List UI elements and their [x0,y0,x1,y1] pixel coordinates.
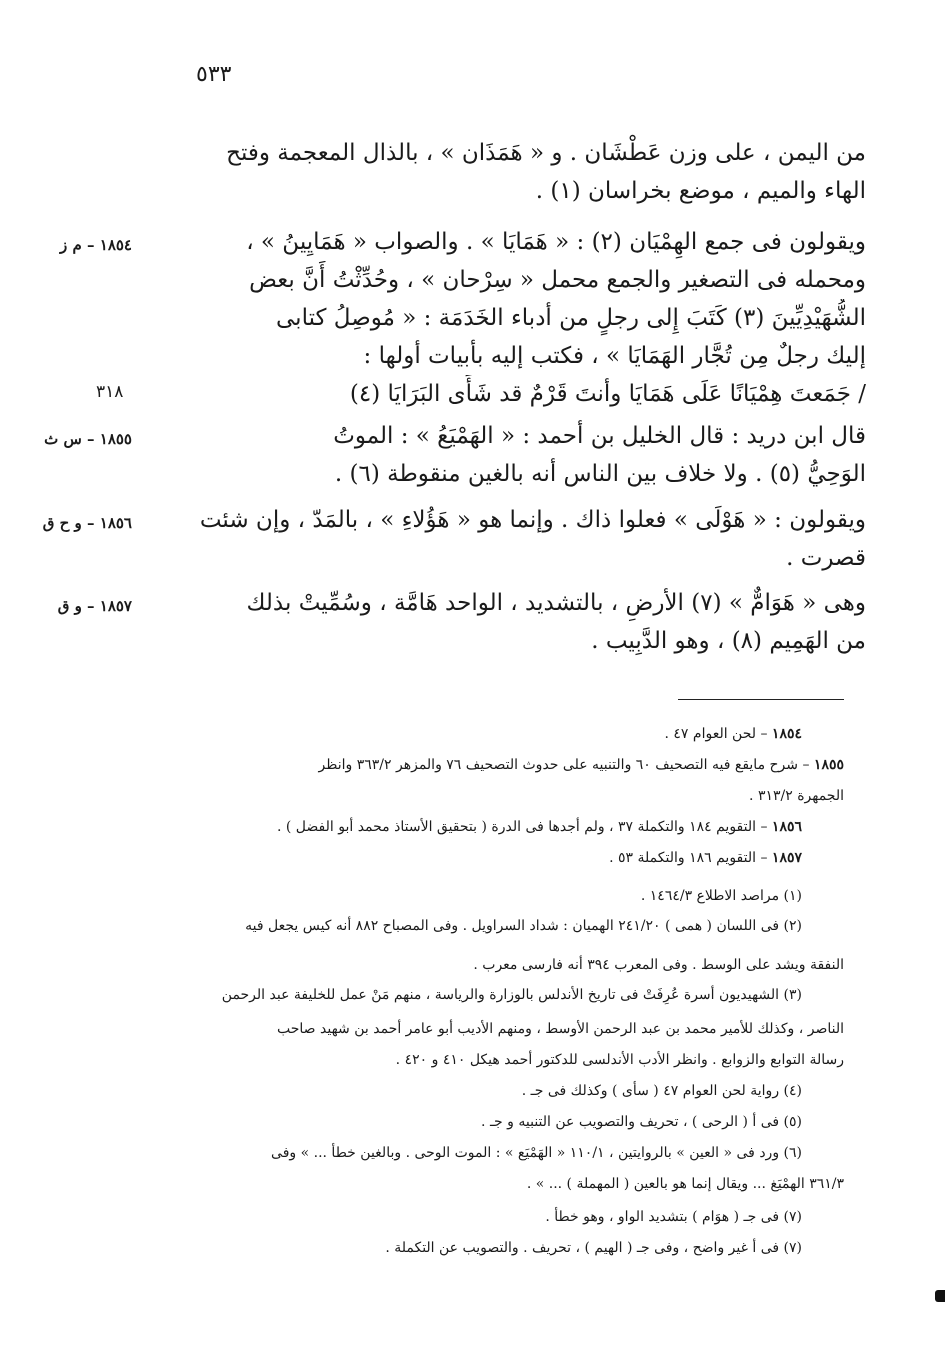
poem-verse: / جَمَعتَ هِمْيَانًا عَلَى هَمَايَا وأنتَ قَرْمٌ قد شَأَى البَرَايَا (٤) [349,381,866,407]
footnote-continuation: النفقة ويشد على الوسط . وفى المعرب ٣٩٤ أنه فارسى معرب . [473,957,844,973]
footnote: (٧) فى أ غير واضح ، وفى جـ ( الهيم ) ، تحريف . والتصويب عن التكملة . [385,1240,802,1256]
footnote: (٢) فى اللسان ( همى ) ٢٤١/٢٠ الهميان : شداد السراويل . وفى المصباح ٨٨٢ أنه كيس يجعل فيه [245,918,802,934]
body-line: الهاء والميم ، موضع بخراسان (١) . [535,178,866,204]
entry-marker [44,430,132,448]
body-line: قصرت . [786,545,866,571]
footnote: (٣) الشهيديون أسرة عُرِفَتْ فى تاريخ الأندلس بالوزارة والرياسة ، منهم مَنْ عمل للخليفة عبد الرحمن [221,987,802,1003]
body-line: ومحمله فى التصغير والجمع محمل « سِرْحان » ، وحُدِّثْتُ أَنَّ بعض [249,267,866,293]
page-number: ٥٣٣ [196,62,232,87]
footnote: (٦) ورد فى « العين » بالروايتين ، ١١٠/١ « الهَمْيَع » : الموت الوحى . وبالغين خطأ ... » وفى [271,1145,802,1161]
source-number: ١٨٥٦ [771,819,802,835]
entry-marker [58,597,132,615]
source-number: ١٨٥٥ [813,757,844,773]
footnote-continuation: ٣٦١/٣ الهمْيَغ ... ويقال إنما هو بالعين ( المهملة ) ... » . [526,1176,844,1192]
body-line: ويقولون : « هَوْلَى » فعلوا ذاك . وإنما هو « هَؤُلاءِ » ، بالمَدّ ، وإن شئت [199,507,866,533]
entry-marker [43,514,132,532]
source-footnote: ١٨٥٥ – شرح مايقع فيه التصحيف ٦٠ والتنبيه على حدوث التصحيف ٧٦ والمزهر ٣٦٣/٢ وانظر [318,757,844,773]
footnote: (٥) فى أ ( الرحى ) ، تحريف والتصويب عن التنبيه و جـ . [481,1114,802,1130]
body-line: من الهَمِيم (٨) ، وهو الدَّبِيب . [591,628,866,654]
entry-sigla: – و ح ق [42,514,95,532]
footnote-continuation: الناصر ، وكذلك للأمير محمد بن عبد الرحمن الأوسط ، ومنهم الأديب أبو عامر أحمد بن شهيد صاحب [277,1021,844,1037]
body-line: ويقولون فى جمع الهِمْيَان (٢) : « هَمَايَا » . والصواب « هَمَايِينُ » ، [246,229,866,255]
margin-page-reference: ٣١٨ [96,382,124,402]
footnote: (٤) رواية لحن العوام ٤٧ ( سأى ) وكذلك فى جـ . [521,1083,802,1099]
scan-edge-mark [935,1290,945,1302]
entry-number: ١٨٥٤ [99,236,132,254]
entry-number: ١٨٥٦ [99,514,132,532]
entry-number: ١٨٥٧ [99,597,132,615]
source-number: ١٨٥٧ [771,850,802,866]
entry-marker [60,236,132,254]
footnote-separator [678,699,844,700]
body-line: وهى « هَوَامٌّ » (٧) الأرضِ ، بالتشديد ، الواحد هَامَّة ، وسُمِّيتْ بذلك [246,590,866,616]
source-footnote: ١٨٥٤ – لحن العوام ٤٧ . [664,726,802,742]
source-footnote: ١٨٥٦ – التقويم ١٨٤ والتكملة ٣٧ ، ولم أجدها فى الدرة ( بتحقيق الأستاذ محمد أبو الفضل ) . [276,819,802,835]
body-line: الوَحِيُّ (٥) . ولا خلاف بين الناس أنه بالغين منقوطة (٦) . [334,461,866,487]
body-line: قال ابن دريد : قال الخليل بن أحمد : « الهَمْيَعُ » : الموتُ [333,423,866,449]
footnote: (٧) فى جـ ( هوَام ) بتشديد الواو ، وهو خطأ . [545,1209,802,1225]
entry-sigla: – س ث [44,430,95,448]
source-footnote: ١٨٥٧ – التقويم ١٨٦ والتكملة ٥٣ . [609,850,802,866]
entry-sigla: – م ز [60,236,95,254]
source-number: ١٨٥٤ [771,726,802,742]
source-footnote-continuation: الجمهرة ٣١٣/٢ . [749,788,844,804]
body-line: من اليمن ، على وزن عَطْشَان . و « هَمَذَان » ، بالذال المعجمة وفتح [226,140,866,166]
body-line: الشُّهَيْدِيِّينَ (٣) كَتَبَ إِلى رجلٍ من أدباء الخَدَمَة : « مُوصِلُ كتابى [276,305,866,331]
footnote-continuation: رسالة التوابع والزوابع . وانظر الأدب الأندلسى للدكتور أحمد هيكل ٤١٠ و ٤٢٠ . [395,1052,844,1068]
entry-number: ١٨٥٥ [99,430,132,448]
body-line: إليك رجلٌ مِن تُجَّار الهَمَايَا » ، فكتب إليه بأبيات أولها : [363,343,866,369]
entry-sigla: – و ق [57,597,95,615]
footnote: (١) مراصد الاطلاع ١٤٦٤/٣ . [640,888,802,904]
